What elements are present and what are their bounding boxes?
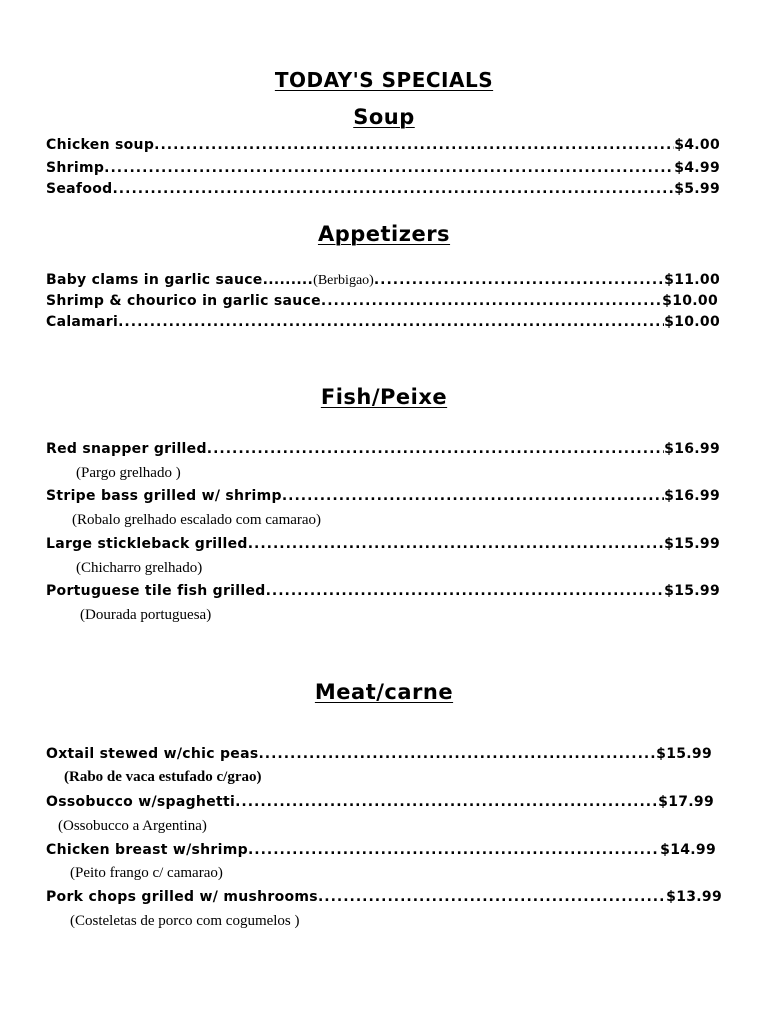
dot-leader bbox=[235, 794, 658, 810]
dot-leader bbox=[104, 160, 674, 176]
item-translation: (Peito frango c/ camarao) bbox=[70, 865, 223, 881]
item-translation: (Berbigao) bbox=[313, 273, 374, 288]
dot-leader bbox=[207, 441, 664, 457]
item-name: Chicken breast w/shrimp bbox=[46, 842, 248, 858]
dot-leader bbox=[248, 536, 664, 552]
item-translation: (Chicharro grelhado) bbox=[76, 560, 203, 576]
menu-title: TODAY'S SPECIALS bbox=[274, 68, 494, 92]
dot-leader bbox=[112, 181, 674, 197]
item-price: $13.99 bbox=[666, 889, 722, 905]
menu-item bbox=[46, 746, 712, 762]
item-name: Oxtail stewed w/chic peas bbox=[46, 746, 259, 762]
item-name: Ossobucco w/spaghetti bbox=[46, 794, 236, 810]
item-name: Chicken soup bbox=[46, 137, 155, 153]
item-name: Shrimp bbox=[46, 160, 105, 176]
dot-leader bbox=[318, 889, 666, 905]
menu-item bbox=[46, 137, 720, 153]
menu-item bbox=[46, 583, 720, 599]
item-price: $15.99 bbox=[656, 746, 712, 762]
item-name: Calamari bbox=[46, 314, 119, 330]
item-translation: (Rabo de vaca estufado c/grao) bbox=[64, 769, 262, 785]
menu-item bbox=[46, 181, 720, 197]
dot-leader bbox=[374, 272, 664, 288]
item-name: Portuguese tile fish grilled bbox=[46, 583, 266, 599]
item-name: Seafood bbox=[46, 181, 113, 197]
dot-leader bbox=[248, 842, 660, 858]
item-price: $16.99 bbox=[664, 488, 720, 504]
menu-item bbox=[46, 293, 718, 309]
item-translation: (Costeletas de porco com cogumelos ) bbox=[70, 913, 300, 929]
fish-heading: Fish/Peixe bbox=[320, 385, 448, 409]
item-price: $4.99 bbox=[674, 160, 720, 176]
menu-item bbox=[46, 842, 716, 858]
item-price: $15.99 bbox=[664, 536, 720, 552]
dot-leader bbox=[321, 293, 662, 309]
soup-heading: Soup bbox=[353, 105, 415, 129]
item-translation: (Dourada portuguesa) bbox=[80, 607, 212, 623]
menu-item bbox=[46, 160, 720, 176]
item-price: $15.99 bbox=[664, 583, 720, 599]
menu-item bbox=[46, 536, 720, 552]
item-name: Pork chops grilled w/ mushrooms bbox=[46, 889, 318, 905]
item-price: $10.00 bbox=[662, 293, 718, 309]
item-translation: (Robalo grelhado escalado com camarao) bbox=[72, 512, 322, 528]
dot-leader bbox=[118, 314, 664, 330]
item-translation: (Ossobucco a Argentina) bbox=[58, 818, 207, 834]
item-price: $14.99 bbox=[660, 842, 716, 858]
dot-leader bbox=[266, 583, 665, 599]
menu-item bbox=[46, 272, 720, 289]
item-name: Stripe bass grilled w/ shrimp bbox=[46, 488, 282, 504]
menu-item bbox=[46, 314, 720, 330]
meat-heading: Meat/carne bbox=[314, 680, 454, 704]
item-price: $5.99 bbox=[674, 181, 720, 197]
item-price: $11.00 bbox=[664, 272, 720, 288]
item-name: Shrimp & chourico in garlic sauce bbox=[46, 293, 321, 309]
dot-leader bbox=[258, 746, 656, 762]
menu-item bbox=[46, 794, 714, 810]
item-name: Large stickleback grilled bbox=[46, 536, 248, 552]
menu-item bbox=[46, 441, 720, 457]
appetizers-heading: Appetizers bbox=[317, 222, 451, 246]
dot-leader bbox=[282, 488, 664, 504]
item-price: $4.00 bbox=[674, 137, 720, 153]
item-name: Red snapper grilled bbox=[46, 441, 207, 457]
item-price: $17.99 bbox=[658, 794, 714, 810]
menu-item bbox=[46, 488, 720, 504]
item-price: $16.99 bbox=[664, 441, 720, 457]
item-name: Baby clams in garlic sauce......... bbox=[46, 272, 314, 288]
item-price: $10.00 bbox=[664, 314, 720, 330]
item-translation: (Pargo grelhado ) bbox=[76, 465, 181, 481]
menu-item bbox=[46, 889, 722, 905]
dot-leader bbox=[154, 137, 674, 153]
